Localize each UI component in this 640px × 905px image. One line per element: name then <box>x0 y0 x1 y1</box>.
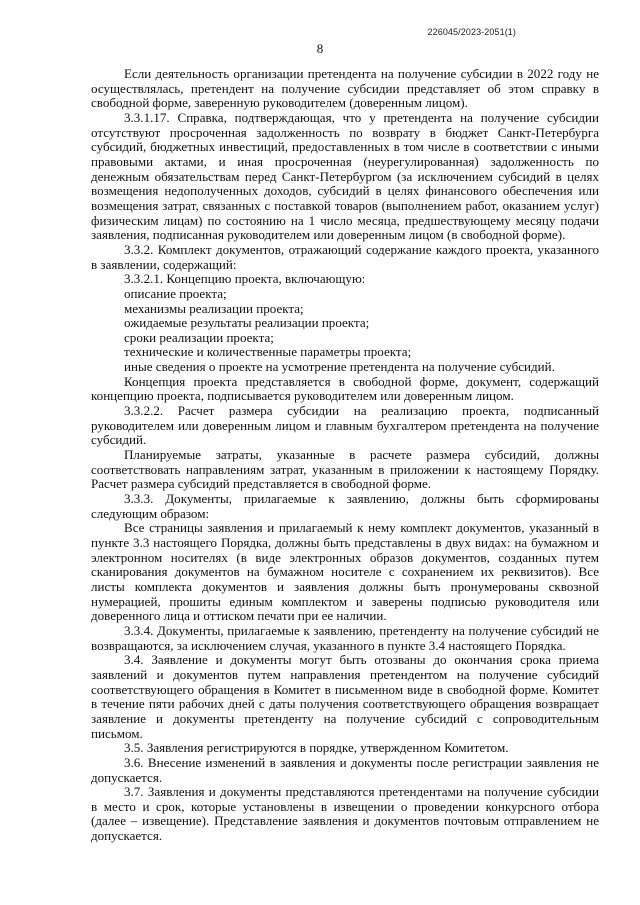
paragraph-no-activity-certificate: Если деятельность организации претендента на получение субсидии в 2022 году не осуществлялась, претендент на получение субсидии представляет об этом справку в свободной форме, заверенную руководителем (доверенным лицом). <box>91 66 599 111</box>
paragraph-3-3-2-2: 3.3.2.2. Расчет размера субсидии на реализацию проекта, подписанный руководителем или доверенным лицом и главным бухгалтером претендента на получение субсидий. <box>91 403 599 448</box>
paragraph-concept-form: Концепция проекта представляется в свободной форме, документ, содержащий концепцию проекта, подписывается руководителем или доверенным лицом. <box>91 373 599 404</box>
paragraph-all-pages: Все страницы заявления и прилагаемый к нему комплект документов, указанный в пункте 3.3 настоящего Порядка, должны быть представлены в двух видах: на бумажном и электронном носителях (в виде электронных образов документов, созданных путем сканирования документов на бумажном носителе с сохранением их реквизитов). Все листы комплекта документов и заявления должны быть пронумерованы сквозной нумерацией, прошиты единым комплектом и заверены подписью руководителя или доверенного лица и оттиском печати при ее наличии. <box>91 520 599 624</box>
paragraph-3-5: 3.5. Заявления регистрируются в порядке, утвержденном Комитетом. <box>124 740 509 756</box>
paragraph-3-3-1-17: 3.3.1.17. Справка, подтверждающая, что у претендента на получение субсидии отсутствуют просроченная задолженность по возврату в бюджет Санкт-Петербурга субсидий, бюджетных инвестиций, предоставленных в том числе в соответствии с иными правовыми актами, и иная просроченная (неурегулированная) задолженность по денежным обязательствам перед Санкт-Петербургом (за исключением субсидий в целях возмещения недополученных доходов, субсидий в целях финансового обеспечения или возмещения затрат, связанных с поставкой товаров (выполнением работ, оказанием услуг) физическим лицам) по состоянию на 1 число месяца, предшествующему месяцу подачи заявления, подписанная руководителем или доверенным лицом (в свободной форме). <box>91 109 599 243</box>
paragraph-3-3-2: 3.3.2. Комплект документов, отражающий содержание каждого проекта, указанного в заявлении, содержащий: <box>91 241 599 272</box>
document-body <box>91 67 599 844</box>
list-item: иные сведения о проекте на усмотрение претендента на получение субсидий. <box>124 359 555 375</box>
paragraph-3-3-2-1: 3.3.2.1. Концепцию проекта, включающую: <box>124 271 366 287</box>
list-item: описание проекта; <box>124 285 227 301</box>
list-item: технические и количественные параметры проекта; <box>124 344 412 360</box>
paragraph-3-7: 3.7. Заявления и документы представляются претендентами на получение субсидии в место и срок, которые установлены в извещении о проведении конкурсного отбора (далее – извещение). Представление заявления и документов почтовым отправлением не допускается. <box>91 784 599 844</box>
paragraph-3-3-3: 3.3.3. Документы, прилагаемые к заявлению, должны быть сформированы следующим образом: <box>91 491 599 521</box>
list-item: сроки реализации проекта; <box>124 329 274 345</box>
document-registration-number: 226045/2023-2051(1) <box>427 27 516 37</box>
paragraph-planned-costs: Планируемые затраты, указанные в расчете размера субсидий, должны соответствовать направлениям затрат, указанным в приложении к настоящему Порядку. Расчет размера субсидий представляется в свободной форме. <box>91 447 599 492</box>
paragraph-3-3-4: 3.3.4. Документы, прилагаемые к заявлению, претенденту на получение субсидий не возвращаются, за исключением случая, указанного в пункте 3.4 настоящего Порядка. <box>91 622 599 653</box>
paragraph-3-4: 3.4. Заявление и документы могут быть отозваны до окончания срока приема заявлений и документов путем направления претендентом на получение субсидий соответствующего обращения в Комитет в письменном виде в свободной форме. Комитет в течение пяти рабочих дней с даты получения соответствующего обращения возвращает заявление и документы претенденту на получение субсидий с сопроводительным письмом. <box>91 652 599 741</box>
list-item: механизмы реализации проекта; <box>124 300 304 316</box>
list-item: ожидаемые результаты реализации проекта; <box>124 315 370 331</box>
paragraph-3-6: 3.6. Внесение изменений в заявления и документы после регистрации заявления не допускается. <box>91 754 599 785</box>
page-number: 8 <box>316 41 324 56</box>
